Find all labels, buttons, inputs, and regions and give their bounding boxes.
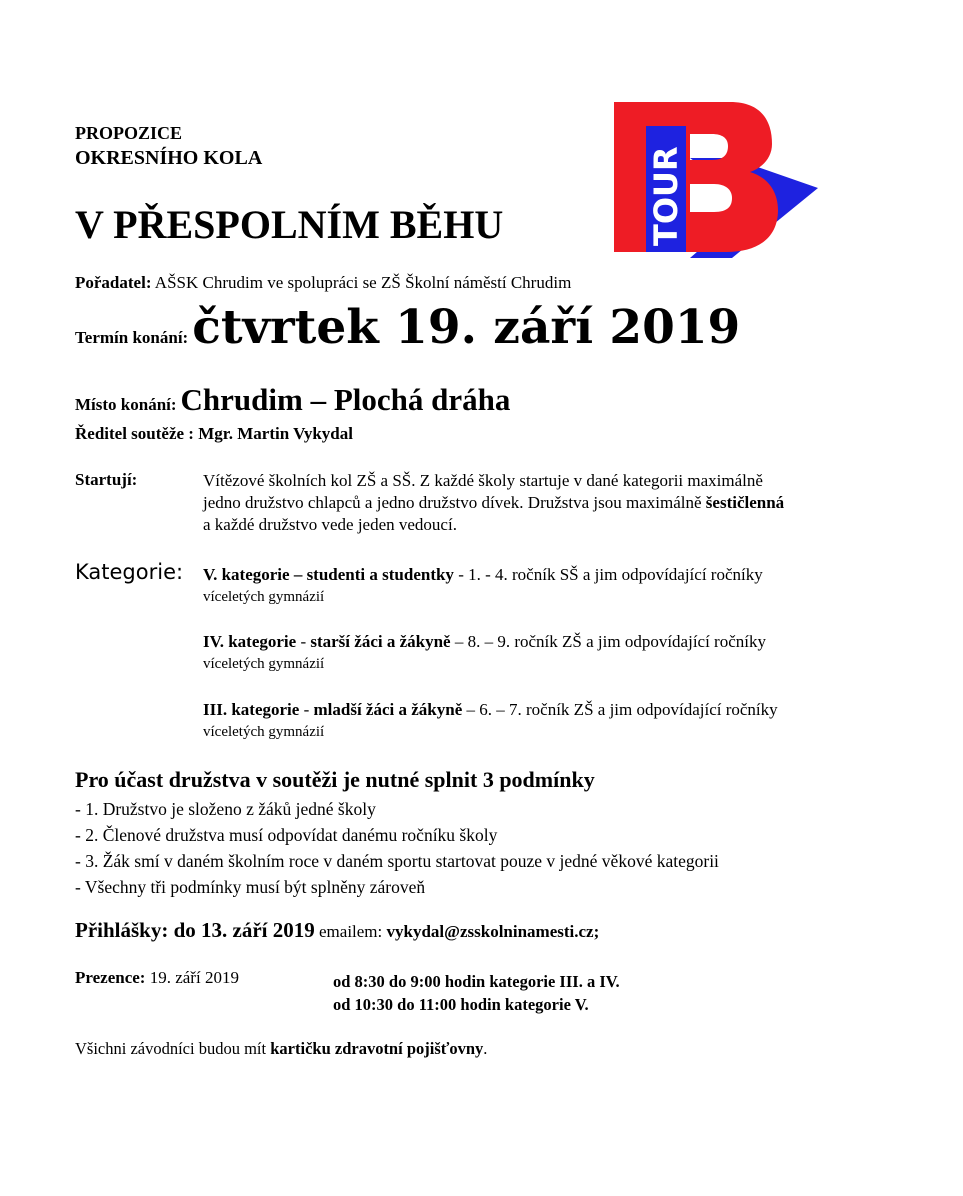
- footer-end: .: [483, 1039, 488, 1058]
- category-sep: -: [296, 632, 311, 651]
- presence-label: Prezence:: [75, 968, 146, 987]
- category-name: III. kategorie: [203, 700, 300, 719]
- registration-label: Přihlášky: do 13. září 2019: [75, 918, 315, 942]
- header-line-1: PROPOZICE: [75, 123, 183, 143]
- presence-row: [75, 968, 239, 988]
- start-text: [203, 470, 784, 536]
- category-item: [203, 631, 766, 675]
- category-note: víceletých gymnázií: [203, 724, 325, 740]
- registration-email[interactable]: vykydal@zsskolninamesti.cz;: [386, 922, 600, 941]
- presence-date: 19. září 2019: [145, 968, 239, 987]
- condition-item: - 2. Členové družstva musí odpovídat danému ročníku školy: [75, 825, 498, 845]
- category-group: mladší žáci a žákyně: [313, 700, 463, 719]
- category-sep: –: [289, 565, 307, 584]
- condition-item: - 3. Žák smí v daném školním roce v daném sportu startovat pouze v jedné věkové kategorii: [75, 851, 719, 871]
- organizer-value: AŠSK Chrudim ve spolupráci se ZŠ Školní náměstí Chrudim: [154, 273, 572, 292]
- condition-item: - Všechny tři podmínky musí být splněny zároveň: [75, 877, 426, 897]
- start-line-2a: jedno družstvo chlapců a jedno družstvo dívek. Družstva jsou maximálně: [203, 493, 706, 512]
- page-title: V PŘESPOLNÍM BĚHU: [75, 202, 504, 247]
- start-label: Startují:: [75, 470, 138, 489]
- organizer-label: Pořadatel:: [75, 273, 152, 292]
- date-value: čtvrtek 19. září 2019: [192, 300, 741, 355]
- br-tour-logo: [612, 100, 822, 260]
- footer-text: Všichni závodníci budou mít: [75, 1039, 271, 1058]
- logo-red-b: [614, 102, 778, 252]
- category-name: IV. kategorie: [203, 632, 297, 651]
- start-line-2b: šestičlenná: [705, 493, 785, 512]
- start-line-1: Vítězové školních kol ZŠ a SŠ. Z každé školy startuje v dané kategorii maximálně: [203, 471, 763, 490]
- category-desc: – 6. – 7. ročník ZŠ a jim odpovídající ročníky: [462, 700, 778, 719]
- category-item-line: [203, 564, 763, 586]
- condition-item: - 1. Družstvo je složeno z žáků jedné školy: [75, 799, 376, 819]
- director: Ředitel soutěže : Mgr. Martin Vykydal: [75, 424, 353, 443]
- date-row: [75, 300, 740, 355]
- registration-email-label: emailem:: [314, 922, 387, 941]
- category-note: víceletých gymnázií: [203, 589, 325, 605]
- start-line-2: [203, 492, 784, 514]
- presence-times: [333, 970, 620, 1016]
- categories-label: Kategorie:: [75, 560, 184, 584]
- category-note: víceletých gymnázií: [203, 656, 325, 672]
- category-sep: -: [299, 700, 314, 719]
- organizer-row: [75, 273, 571, 293]
- conditions-list: [75, 796, 719, 900]
- logo-tour-text: TOUR: [647, 146, 685, 246]
- category-name: V. kategorie: [203, 565, 290, 584]
- footer-bold: kartičku zdravotní pojišťovny: [270, 1039, 484, 1058]
- category-desc: - 1. - 4. ročník SŠ a jim odpovídající ročníky: [453, 565, 763, 584]
- category-desc: – 8. – 9. ročník ZŠ a jim odpovídající ročníky: [450, 632, 766, 651]
- presence-time-1: od 8:30 do 9:00 hodin kategorie III. a IV.: [333, 972, 620, 991]
- category-item-line: [203, 631, 766, 653]
- conditions-heading: Pro účast družstva v soutěži je nutné splnit 3 podmínky: [75, 767, 595, 792]
- place-label: Místo konání:: [75, 395, 177, 414]
- registration-row: [75, 918, 599, 943]
- presence-time-2: od 10:30 do 11:00 hodin kategorie V.: [333, 995, 589, 1014]
- start-line-3: a každé družstvo vede jeden vedoucí.: [203, 515, 457, 534]
- category-group: studenti a studentky: [306, 565, 454, 584]
- place-value: Chrudim – Plochá dráha: [180, 382, 511, 417]
- category-item: [203, 699, 778, 743]
- header-line-2: OKRESNÍHO KOLA: [75, 147, 263, 169]
- category-item: [203, 564, 763, 608]
- place-row: [75, 382, 510, 418]
- footer-note: [75, 1039, 487, 1059]
- category-group: starší žáci a žákyně: [310, 632, 451, 651]
- date-label: Termín konání:: [75, 328, 189, 347]
- category-item-line: [203, 699, 778, 721]
